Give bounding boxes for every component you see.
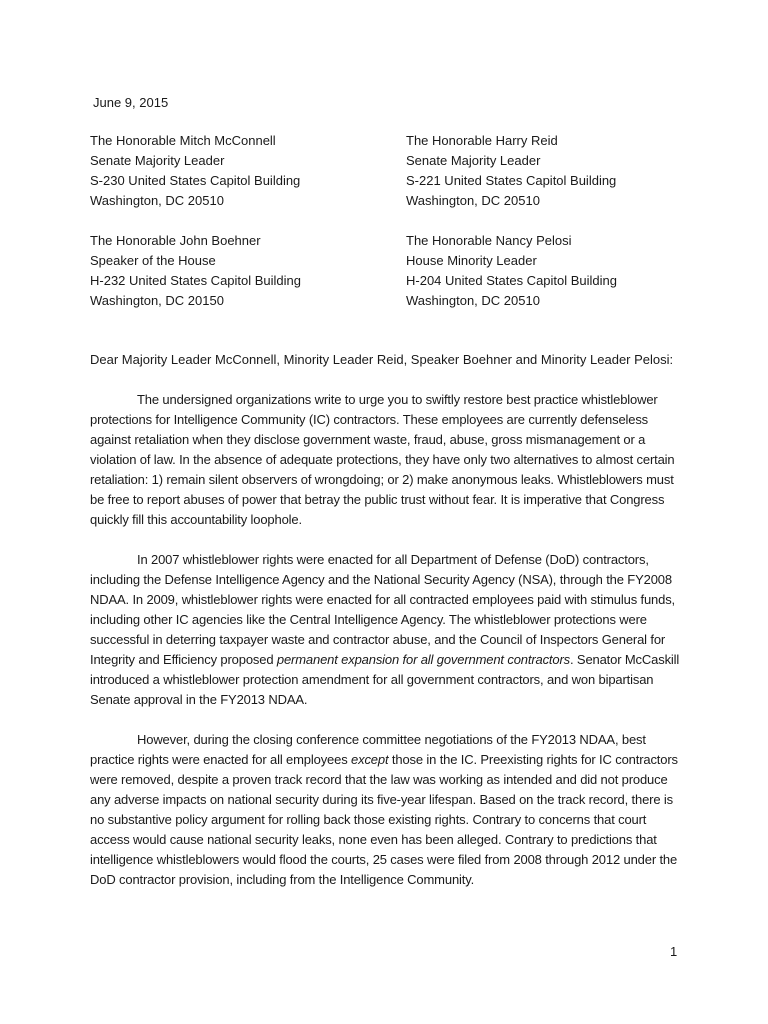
letter-salutation: Dear Majority Leader McConnell, Minority Leader Reid, Speaker Boehner and Minority Leader Pelosi:	[90, 352, 674, 367]
recipient-office: H-204 United States Capitol Building	[406, 273, 618, 288]
recipient-name: The Honorable John Boehner	[90, 233, 261, 248]
paragraph-text: However, during the closing conference committee negotiations of the FY2013 NDAA, best practice rights were enacted for all employees	[90, 732, 646, 767]
paragraph-text: In 2007 whistleblower rights were enacted for all Department of Defense (DoD) contractors, including the Defense Intelligence Agency and the National Security Agency (NSA), through the FY2008 NDAA. In 2009, whistleblower rights were enacted for all contracted employees paid with stimulus funds, including other IC agencies like the Central Intelligence Agency. The whistleblower protections were successful in deterring taxpayer waste and contractor abuse, and the Council of Inspectors General for Integrity and Efficiency proposed	[90, 552, 676, 667]
recipient-name: The Honorable Harry Reid	[406, 133, 558, 148]
emphasized-text: permanent expansion for all government contractors	[276, 652, 570, 667]
recipient-city: Washington, DC 20150	[90, 293, 224, 308]
paragraph-text: . Senator McCaskill introduced a whistleblower protection amendment for all government contractors, and won bipartisan Senate approval in the FY2013 NDAA.	[90, 652, 680, 707]
recipient-address-pelosi	[406, 231, 617, 311]
recipient-name: The Honorable Mitch McConnell	[90, 133, 276, 148]
paragraph-rollback	[90, 730, 680, 890]
recipient-address-reid	[406, 131, 616, 211]
recipient-title: Senate Majority Leader	[406, 153, 541, 168]
recipient-name: The Honorable Nancy Pelosi	[406, 233, 572, 248]
emphasized-text: except	[351, 752, 389, 767]
letter-body	[90, 390, 680, 910]
recipient-office: H-232 United States Capitol Building	[90, 273, 302, 288]
paragraph-text: The undersigned organizations write to urge you to swiftly restore best practice whistleblower protections for Intelligence Community (IC) contractors. These employees are currently defenseless against retaliation when they disclose government waste, fraud, abuse, gross mismanagement or a violation of law. In the absence of adequate protections, they have only two alternatives to almost certain retaliation: 1) remain silent observers of wrongdoing; or 2) make anonymous leaks. Whistleblowers must be free to report abuses of power that betray the public trust without fear. It is imperative that Congress quickly fill this accountability loophole.	[90, 392, 675, 527]
recipient-city: Washington, DC 20510	[90, 193, 224, 208]
recipient-title: House Minority Leader	[406, 253, 537, 268]
recipient-city: Washington, DC 20510	[406, 193, 540, 208]
paragraph-introduction	[90, 390, 680, 530]
paragraph-text: those in the IC. Preexisting rights for IC contractors were removed, despite a proven track record that the law was working as intended and did not produce any adverse impacts on national security during its five-year lifespan. Based on the track record, there is no substantive policy argument for rolling back those existing rights. Contrary to concerns that court access would cause national security leaks, none even has been alleged. Contrary to predictions that intelligence whistleblowers would flood the courts, 25 cases were filed from 2008 through 2012 under the DoD contractor provision, including from the Intelligence Community.	[90, 752, 678, 887]
recipient-office: S-221 United States Capitol Building	[406, 173, 617, 188]
recipient-office: S-230 United States Capitol Building	[90, 173, 301, 188]
letter-date: June 9, 2015	[93, 95, 169, 110]
recipient-title: Speaker of the House	[90, 253, 216, 268]
recipient-address-boehner	[90, 231, 301, 311]
recipient-title: Senate Majority Leader	[90, 153, 225, 168]
recipient-city: Washington, DC 20510	[406, 293, 540, 308]
recipient-address-mcconnell	[90, 131, 300, 211]
page-number: 1	[670, 944, 678, 959]
paragraph-history	[90, 550, 680, 710]
